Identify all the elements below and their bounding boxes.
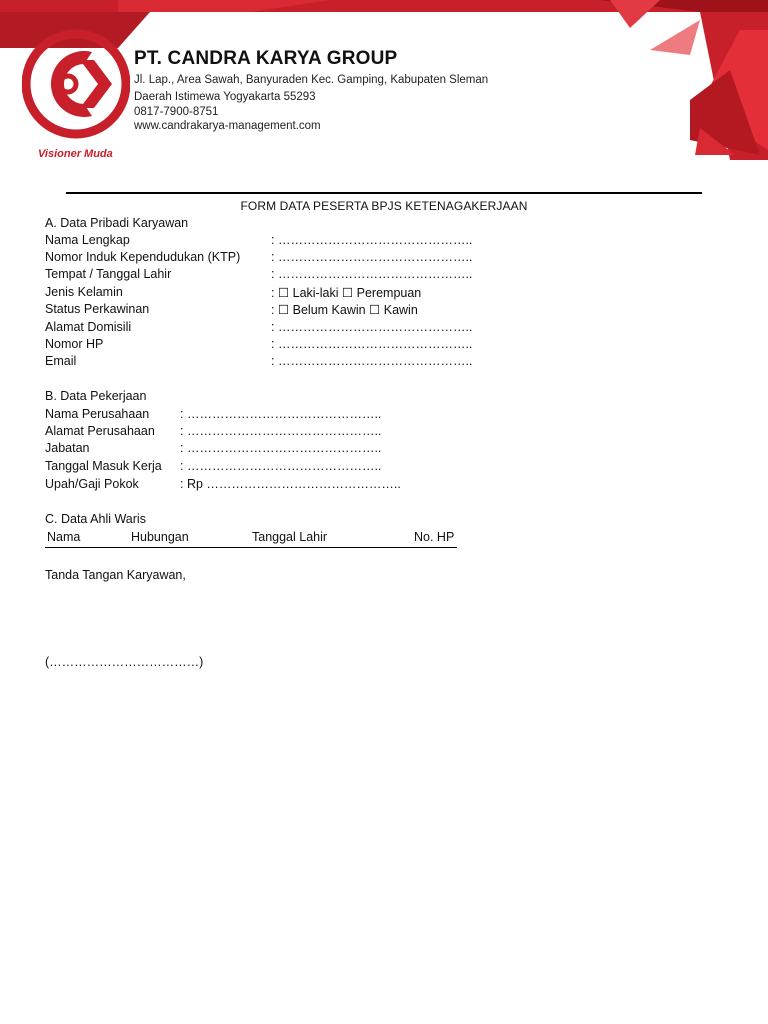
field-blank: : ……………………………………….. [180,459,382,473]
field-blank: : ……………………………………….. [271,250,473,264]
field-label: Jabatan [45,441,90,455]
field-blank: : ……………………………………….. [271,354,473,368]
section-a-heading: A. Data Pribadi Karyawan [45,216,189,230]
company-logo [22,22,130,142]
salary-blank: : Rp ……………………………………….. [180,477,401,491]
heir-column-header: Hubungan [131,530,189,544]
field-blank: : ……………………………………….. [271,233,473,247]
company-website: www.candrakarya-management.com [134,120,321,132]
heir-column-header: No. HP [414,530,455,544]
field-label: Nama Perusahaan [45,407,150,421]
field-blank: : ……………………………………….. [180,407,382,421]
form-title: FORM DATA PESERTA BPJS KETENAGAKERJAAN [240,199,528,213]
company-address: Jl. Lap., Area Sawah, Banyuraden Kec. Gamping, Kabupaten Sleman [134,74,489,86]
field-label: Jenis Kelamin [45,285,123,299]
field-label: Email [45,354,77,368]
section-c-heading: C. Data Ahli Waris [45,512,146,526]
field-label: Status Perkawinan [45,302,150,316]
company-name: PT. CANDRA KARYA GROUP [134,48,398,69]
signature-placeholder: (………………………………) [45,655,204,669]
heir-column-header: Nama [47,530,81,544]
field-label: Tanggal Masuk Kerja [45,459,162,473]
field-label: Nomor HP [45,337,104,351]
header-divider [66,192,702,194]
company-phone: 0817-7900-8751 [134,106,219,118]
field-blank: : ……………………………………….. [180,441,382,455]
heir-column-header: Tanggal Lahir [252,530,328,544]
field-label: Tempat / Tanggal Lahir [45,267,172,281]
field-label: Alamat Domisili [45,320,132,334]
signature-label: Tanda Tangan Karyawan, [45,568,186,582]
field-label: Alamat Perusahaan [45,424,155,438]
section-b-heading: B. Data Pekerjaan [45,389,147,403]
field-label: Upah/Gaji Pokok [45,477,139,491]
field-label: Nama Lengkap [45,233,130,247]
heir-table-rule [45,547,457,548]
company-region: Daerah Istimewa Yogyakarta 55293 [134,91,316,103]
field-blank: : ……………………………………….. [271,337,473,351]
field-label: Nomor Induk Kependudukan (KTP) [45,250,241,264]
company-tagline: Visioner Muda [38,148,113,160]
marital-status-checkboxes: : ☐ Belum Kawin ☐ Kawin [271,303,418,317]
field-blank: : ……………………………………….. [271,267,473,281]
field-blank: : ……………………………………….. [271,320,473,334]
gender-checkboxes: : ☐ Laki-laki ☐ Perempuan [271,286,422,300]
field-blank: : ……………………………………….. [180,424,382,438]
